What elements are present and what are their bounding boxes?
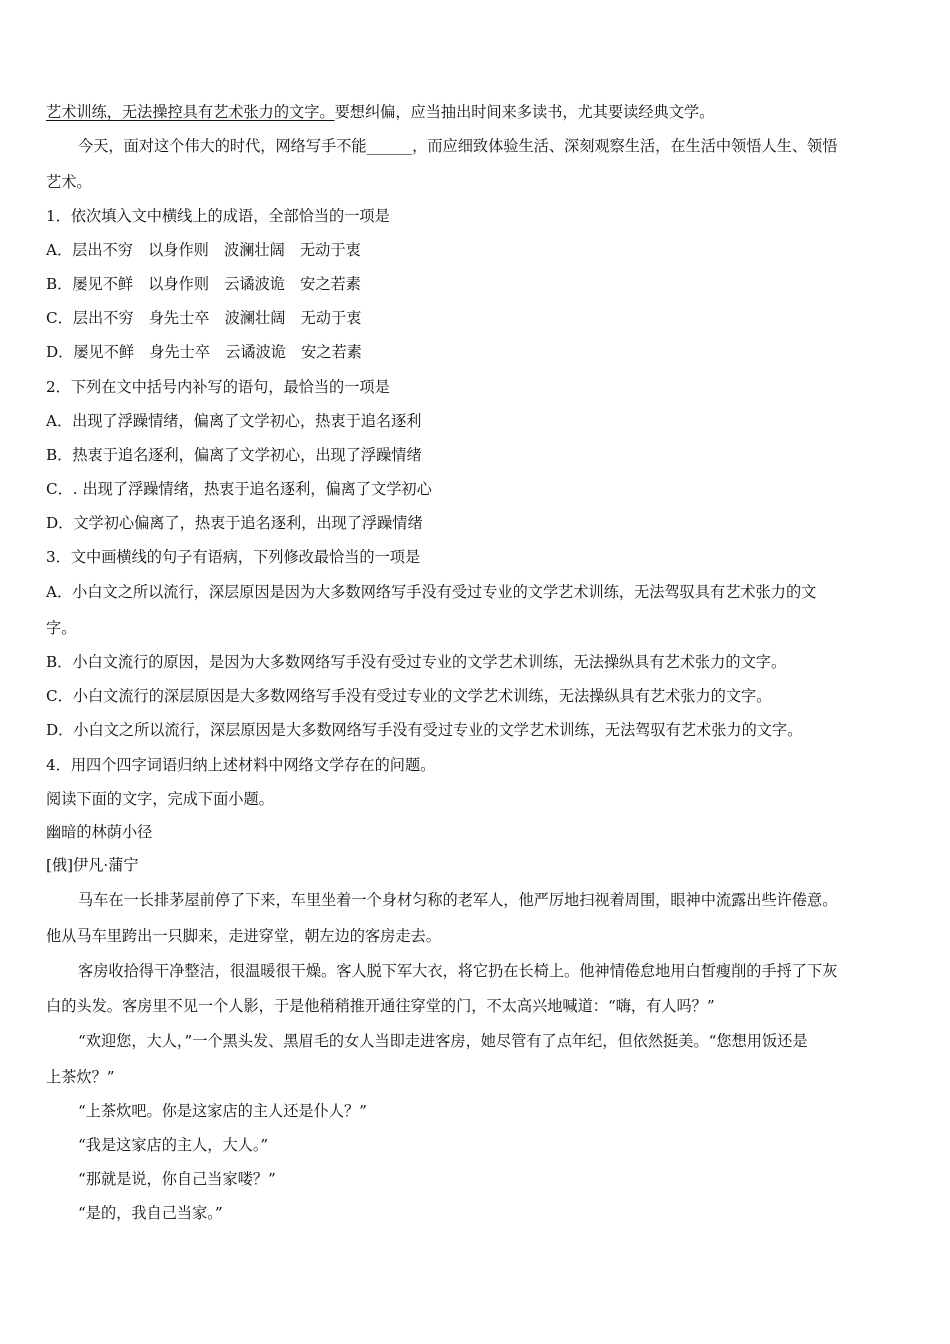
question-2-option-b: B．热衷于追名逐利，偏离了文学初心，出现了浮躁情绪 [46,446,422,464]
question-1-option-c: C．层出不穷 身先士卒 波澜壮阔 无动于衷 [46,309,362,327]
question-1-option-d: D．屡见不鲜 身先士卒 云谲波诡 安之若素 [46,343,362,361]
question-2-stem: 2．下列在文中括号内补写的语句，最恰当的一项是 [46,378,390,396]
story-title: 幽暗的林荫小径 [46,823,153,841]
question-1-stem: 1．依次填入文中横线上的成语，全部恰当的一项是 [46,207,390,225]
question-3-option-a-line2: 字。 [46,619,77,637]
question-1-option-a: A．层出不穷 以身作则 波澜壮阔 无动于衷 [46,241,361,259]
question-3-option-b: B．小白文流行的原因，是因为大多数网络写手没有受过专业的文学艺术训练，无法操纵具有艺术张力的文字。 [46,653,787,671]
passage-line-1-rest: 要想纠偏，应当抽出时间来多读书，尤其要读经典文学。 [334,103,715,121]
story-para3-line1: “欢迎您，大人，”一个黑头发、黑眉毛的女人当即走进客房，她尽管有了点年纪，但依然挺美。“您想用饭还是 [78,1032,808,1050]
dialogue-line: “上茶炊吧。你是这家店的主人还是仆人？” [78,1102,367,1120]
underlined-sentence: 艺术训练，无法操控具有艺术张力的文字。 [46,103,335,121]
passage-para2-line2: 艺术。 [46,173,92,191]
story-para3-line2: 上茶炊？” [46,1068,115,1086]
question-3-option-c: C．小白文流行的深层原因是大多数网络写手没有受过专业的文学艺术训练，无法操纵具有艺术张力的文字。 [46,687,772,705]
question-3-stem: 3．文中画横线的句子有语病，下列修改最恰当的一项是 [46,548,421,566]
story-para1-line1: 马车在一长排茅屋前停了下来，车里坐着一个身材匀称的老军人，他严厉地扫视着周围，眼神中流露出些许倦意。 [78,891,838,909]
dialogue-line: “是的，我自己当家。” [78,1204,223,1222]
question-4-stem: 4．用四个四字词语归纳上述材料中网络文学存在的问题。 [46,756,436,774]
passage-line-1 [46,102,910,122]
question-2-option-c: C．. 出现了浮躁情绪，热衷于追名逐利，偏离了文学初心 [46,480,432,498]
question-2-option-a: A．出现了浮躁情绪，偏离了文学初心，热衷于追名逐利 [46,412,422,430]
question-3-option-d: D．小白文之所以流行，深层原因是大多数网络写手没有受过专业的文学艺术训练，无法驾驭有艺术张力的文字。 [46,721,803,739]
reading-instruction: 阅读下面的文字，完成下面小题。 [46,790,274,808]
dialogue-line: “那就是说，你自己当家喽？” [78,1170,276,1188]
story-author: [俄]伊凡·蒲宁 [46,856,139,874]
story-para1-line2: 他从马车里跨出一只脚来，走进穿堂，朝左边的客房走去。 [46,927,441,945]
question-1-option-b: B．屡见不鲜 以身作则 云谲波诡 安之若素 [46,275,361,293]
question-2-option-d: D．文学初心偏离了，热衷于追名逐利，出现了浮躁情绪 [46,514,423,532]
story-para2-line1: 客房收拾得干净整洁，很温暖很干燥。客人脱下军大衣，将它扔在长椅上。他神情倦怠地用白皙瘦削的手捋了下灰 [78,962,838,980]
question-3-option-a-line1: A．小白文之所以流行，深层原因是因为大多数网络写手没有受过专业的文学艺术训练，无法驾驭具有艺术张力的文 [46,583,817,601]
dialogue-line: “我是这家店的主人，大人。” [78,1136,269,1154]
story-para2-line2: 白的头发。客房里不见一个人影，于是他稍稍推开通往穿堂的门，不太高兴地喊道：“嗨，有人吗？” [46,997,715,1015]
passage-para2-line1: 今天，面对这个伟大的时代，网络写手不能______，而应细致体验生活、深刻观察生活，在生活中领悟人生、领悟 [78,137,838,155]
